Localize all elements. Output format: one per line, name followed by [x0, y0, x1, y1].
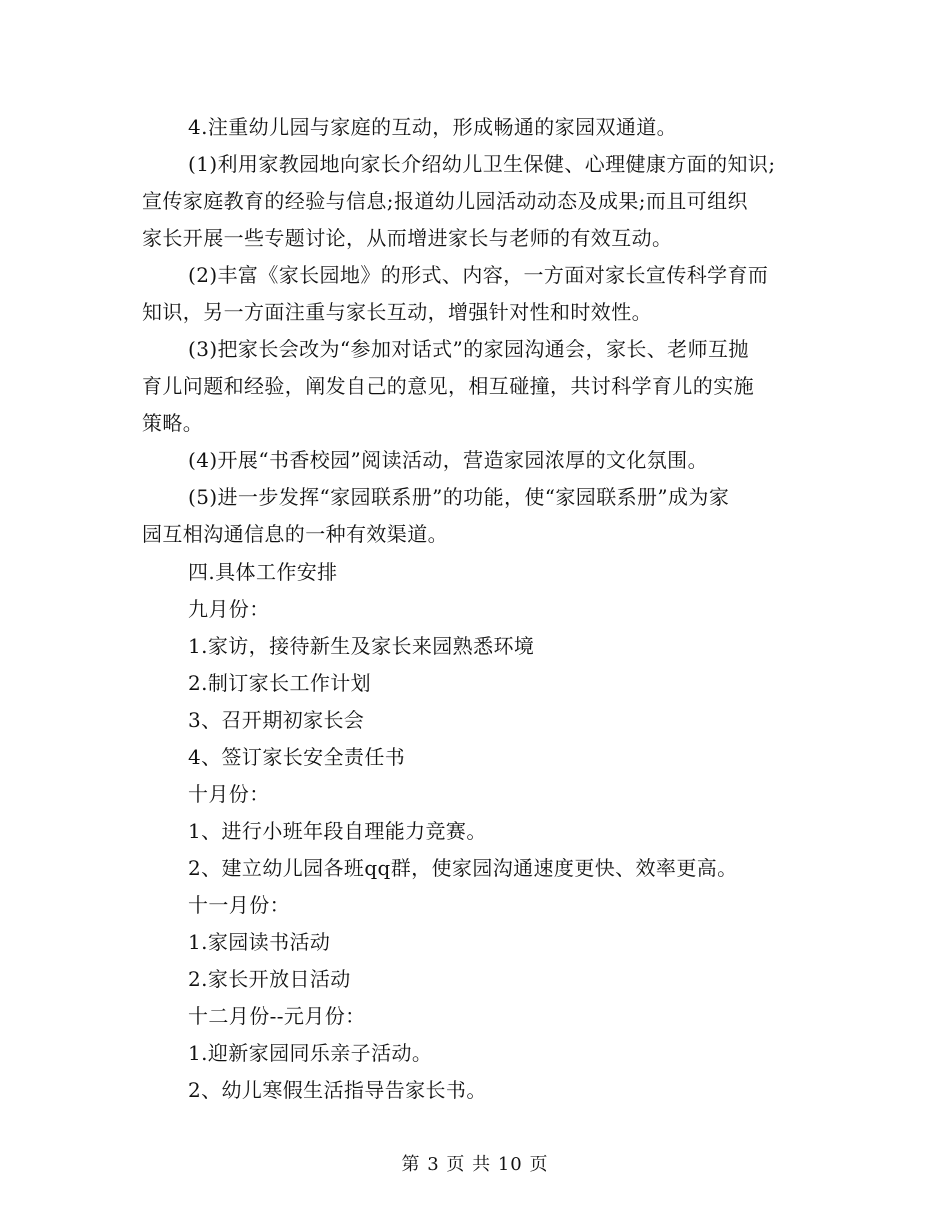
list-item: 2、建立幼儿园各班qq群，使家园沟通速度更快、效率更高。 [188, 856, 738, 880]
paragraph-line: 家长开展一些专题讨论，从而增进家长与老师的有效互动。 [142, 226, 673, 250]
paragraph-line: 4.注重幼儿园与家庭的互动，形成畅通的家园双通道。 [188, 115, 678, 139]
paragraph-line: 宣传家庭教育的经验与信息;报道幼儿园活动动态及成果;而且可组织 [142, 189, 748, 213]
section-heading: 四.具体工作安排 [188, 560, 338, 584]
paragraph-line: (4)开展“书香校园”阅读活动，营造家园浓厚的文化氛围。 [188, 448, 708, 472]
list-item: 2.家长开放日活动 [188, 967, 351, 991]
paragraph-line: (3)把家长会改为“参加对话式”的家园沟通会，家长、老师互抛 [188, 337, 749, 361]
paragraph-line: 园互相沟通信息的一种有效渠道。 [142, 522, 448, 546]
list-item: 3、召开期初家长会 [188, 708, 365, 732]
paragraph-line: (5)进一步发挥“家园联系册”的功能，使“家园联系册”成为家 [188, 485, 730, 509]
list-item: 2、幼儿寒假生活指导告家长书。 [188, 1078, 487, 1102]
paragraph-line: (2)丰富《家长园地》的形式、内容，一方面对家长宣传科学育而 [188, 263, 769, 287]
page-number-footer: 第 3 页 共 10 页 [401, 1154, 549, 1175]
list-item: 1、进行小班年段自理能力竞赛。 [188, 819, 487, 843]
list-item: 4、签订家长安全责任书 [188, 745, 406, 769]
paragraph-line: 知识，另一方面注重与家长互动，增强针对性和时效性。 [142, 300, 652, 324]
month-heading: 十月份： [188, 782, 270, 806]
month-heading: 十一月份： [188, 893, 290, 917]
paragraph-line: (1)利用家教园地向家长介绍幼儿卫生保健、心理健康方面的知识; [188, 152, 776, 176]
list-item: 1.家园读书活动 [188, 930, 331, 954]
list-item: 2.制订家长工作计划 [188, 671, 372, 695]
month-heading: 九月份： [188, 597, 270, 621]
list-item: 1.家访，接待新生及家长来园熟悉环境 [188, 634, 535, 658]
paragraph-line: 育儿问题和经验，阐发自己的意见，相互碰撞，共讨科学育儿的实施 [142, 374, 754, 398]
list-item: 1.迎新家园同乐亲子活动。 [188, 1041, 433, 1065]
month-heading: 十二月份--元月份： [188, 1004, 366, 1028]
paragraph-line: 策略。 [142, 411, 204, 435]
